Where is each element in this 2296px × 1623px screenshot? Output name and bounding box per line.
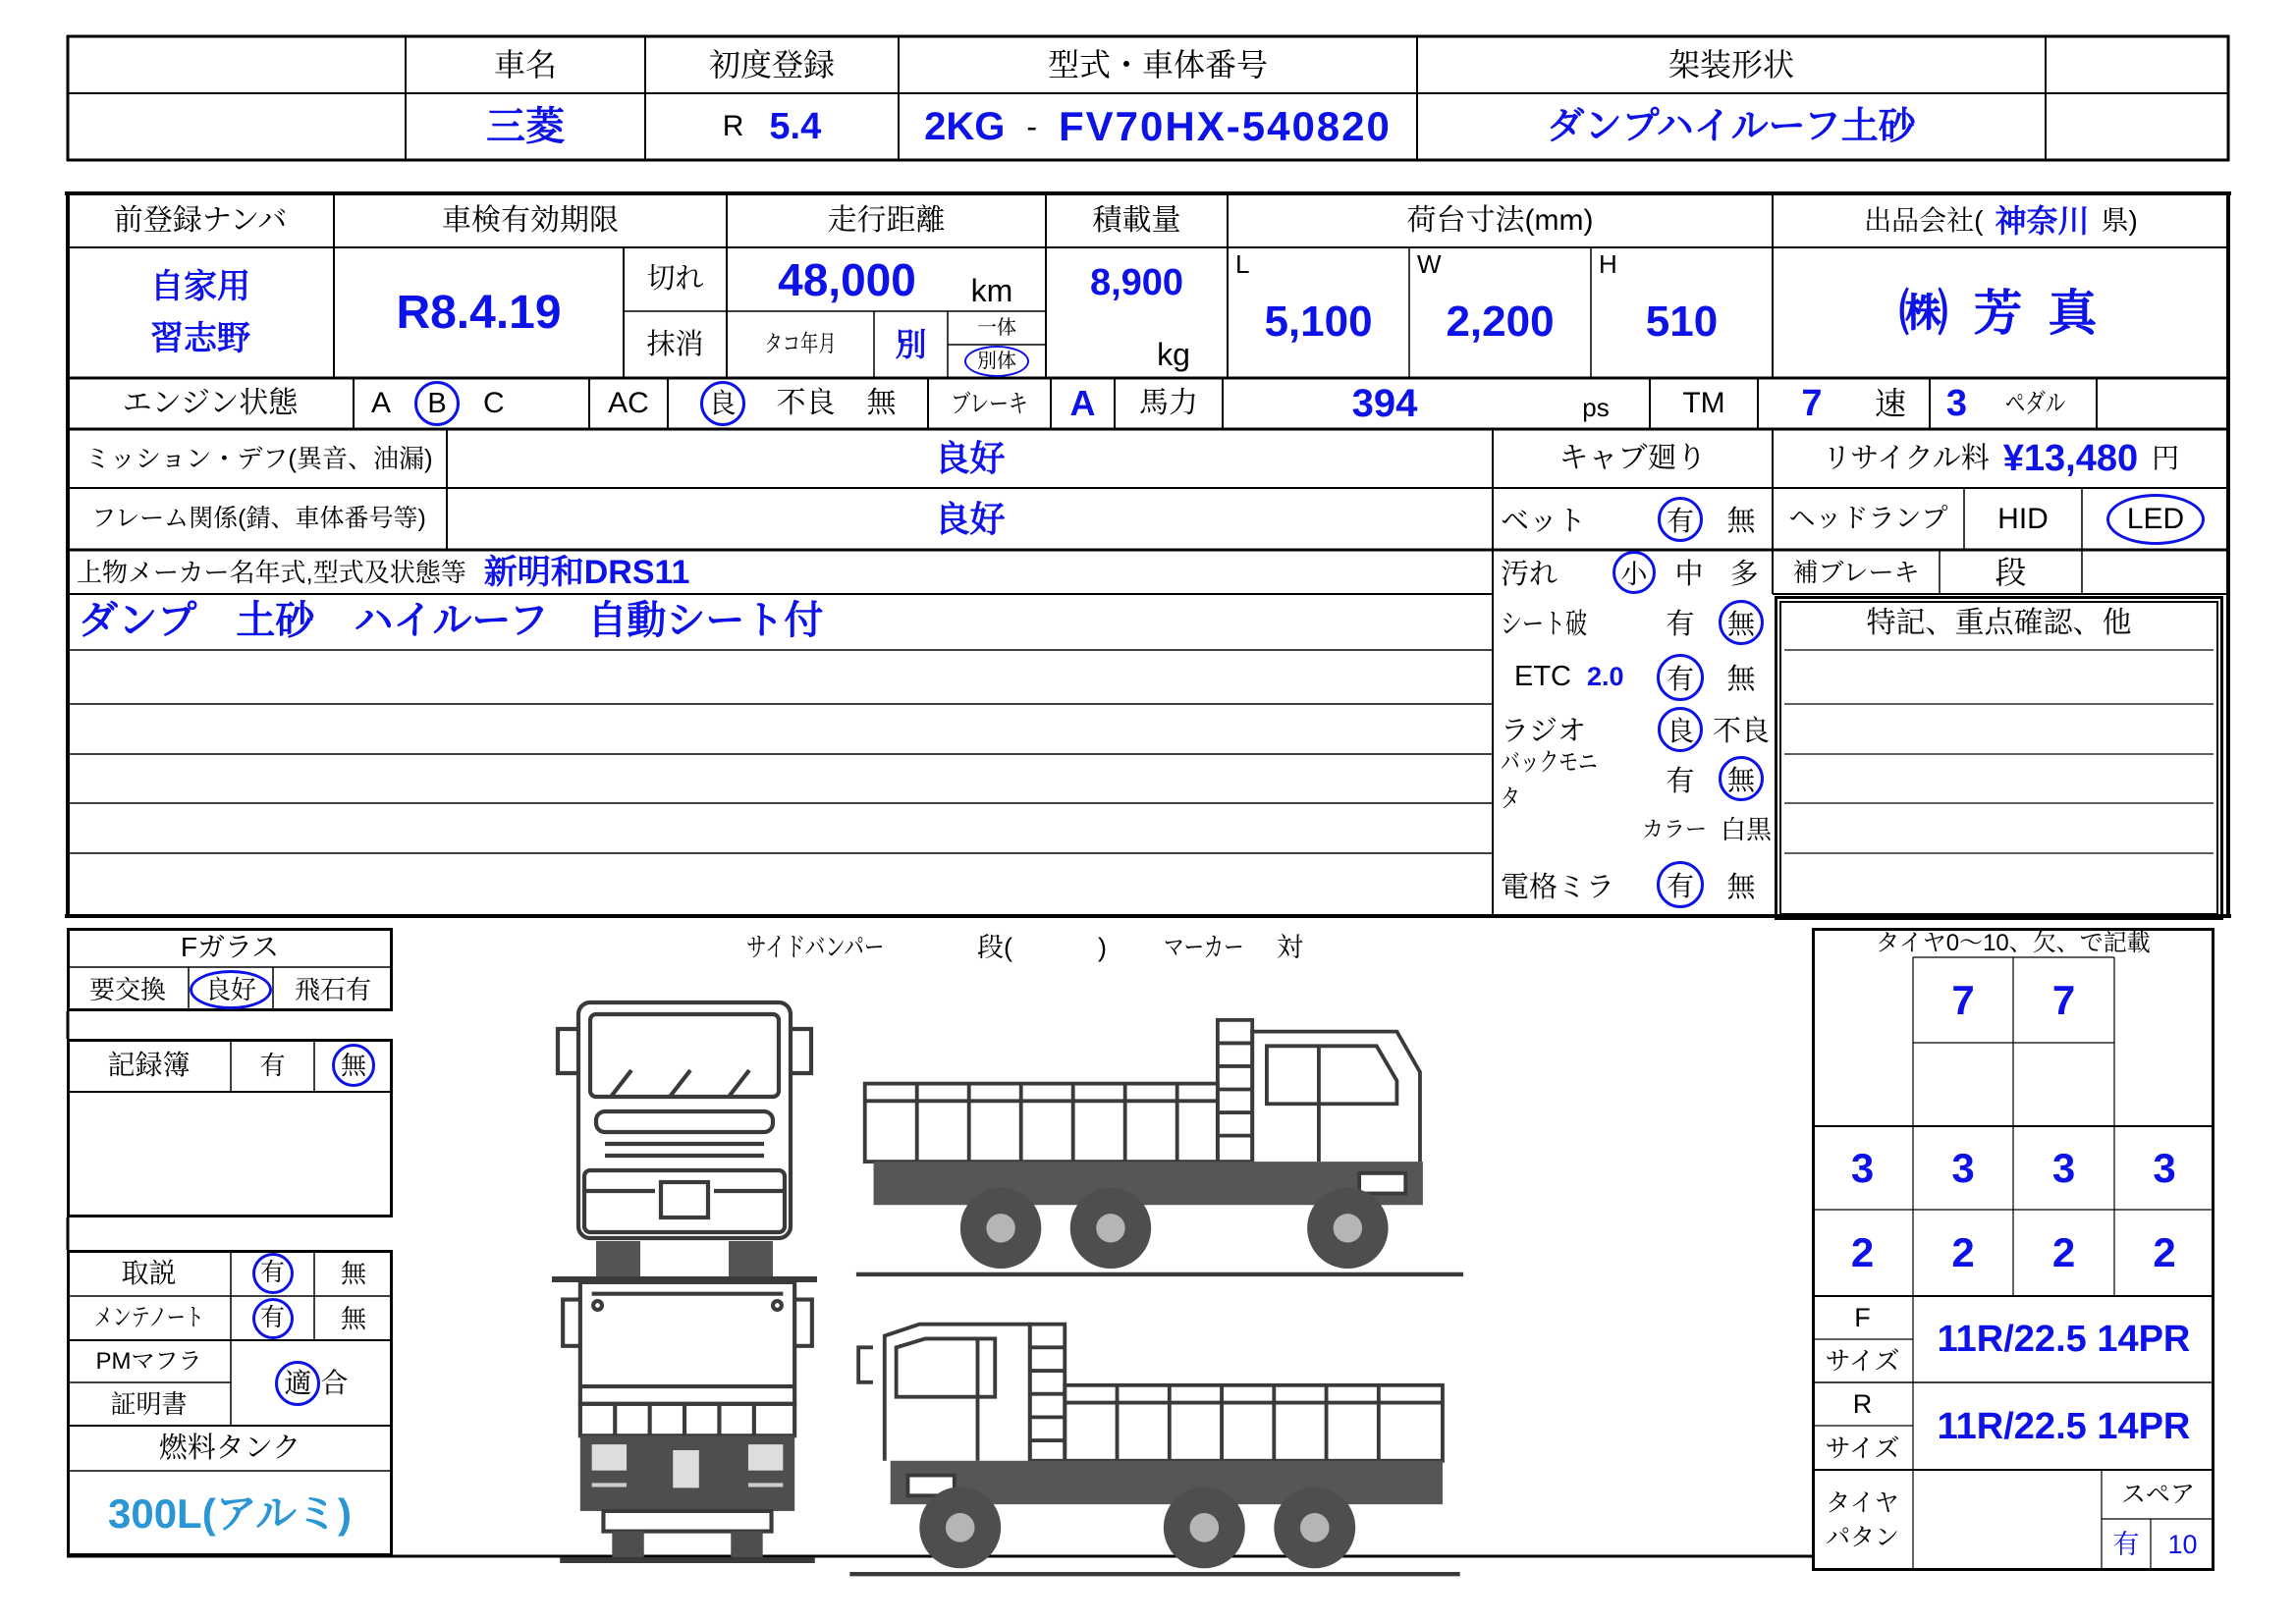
dirt-large: 多	[1729, 559, 1759, 590]
cab-item-etc	[1501, 650, 1772, 704]
maintenance-note-label-text: メンテノート	[93, 1304, 204, 1331]
record-book-no-circled: 無	[332, 1044, 375, 1087]
fuel-tank-header: 燃料タンク	[158, 1432, 301, 1464]
bed-width-value: 2,200	[1446, 297, 1555, 346]
radio-good-circled: 良	[1658, 707, 1703, 752]
front-glass-stone-chip: 飛石有	[294, 974, 371, 1004]
bed-height-value: 510	[1645, 297, 1719, 346]
seat-tear-no-circled: 無	[1719, 600, 1764, 645]
tire-mid-4: 3	[2153, 1144, 2176, 1191]
spare-tire-yes: 有	[2112, 1530, 2140, 1559]
ac-options	[668, 378, 928, 429]
pm-muffler-conform	[231, 1340, 393, 1426]
seller-label-post: 県)	[2101, 204, 2138, 236]
ac-bad: 不良	[776, 387, 836, 419]
dirt-medium: 中	[1674, 559, 1704, 590]
headlamp-hid-option: HID	[1997, 502, 2049, 535]
caption-marker	[1164, 935, 1291, 974]
manual-yes	[231, 1250, 314, 1296]
caption-pair: 対	[1277, 933, 1303, 962]
frame-value: 良好	[934, 498, 1006, 539]
first-registration-header: 初度登録	[708, 47, 835, 82]
seller-label-pre: 出品会社(	[1864, 204, 1984, 236]
etc-yes-circled: 有	[1657, 654, 1704, 701]
engine-grade-options	[354, 378, 589, 429]
ac-label: AC	[608, 387, 649, 419]
odometer-integrated-option: 一体	[977, 317, 1016, 339]
car-name-value: 三菱	[486, 105, 565, 148]
front-glass-good-circled: 良好	[190, 970, 272, 1009]
seat-tear-label: シート破	[1501, 609, 1588, 640]
brake-value: A	[1069, 383, 1096, 423]
upper-body-value: 新明和DRS11	[483, 553, 690, 591]
fuel-tank-value: 300L(アルミ)	[107, 1489, 353, 1537]
front-size-row-label: F	[1854, 1302, 1871, 1332]
maintenance-note-yes	[231, 1296, 314, 1340]
payload-header: 積載量	[1092, 203, 1181, 237]
payload-unit: kg	[1157, 337, 1190, 372]
prev-area: 習志野	[150, 319, 250, 357]
dash: -	[1026, 109, 1038, 144]
rear-tire-size-value: 11R/22.5 14PR	[1937, 1405, 2191, 1447]
manual-no: 無	[340, 1258, 366, 1288]
front-glass-header: Fガラス	[180, 932, 280, 962]
shaken-deleted-label: 抹消	[646, 328, 704, 360]
tire-pattern-label-line2: パタン	[1825, 1523, 1899, 1551]
mission-diff-label: ミッション・デフ(異音、油漏)	[84, 444, 433, 473]
radio-label: ラジオ	[1501, 716, 1587, 747]
record-book-no	[314, 1039, 393, 1092]
cab-area-header: キャブ廻り	[1558, 442, 1707, 474]
ac-none: 無	[866, 387, 897, 419]
bed-length-label: L	[1235, 249, 1250, 279]
rear-size-label: サイズ	[1825, 1433, 1900, 1463]
front-size-label: サイズ	[1825, 1346, 1900, 1376]
cab-item-camera-color	[1501, 803, 1772, 853]
caption-side-bumper	[746, 935, 972, 974]
payload-value: 8,900	[1089, 261, 1184, 303]
truck-side-view-right-diagram	[850, 997, 1469, 1286]
recycle-fee-label: リサイクル料	[1822, 442, 1990, 474]
spare-tire-label: スペア	[2120, 1480, 2195, 1508]
caption-step-open: 段(	[977, 933, 1012, 962]
body-shape-header: 架装形状	[1667, 47, 1794, 82]
bed-width-label: W	[1417, 249, 1442, 279]
pedal-label	[1976, 378, 2094, 429]
cab-item-back-monitor	[1501, 747, 1772, 813]
chassis-number: FV70HX-540820	[1059, 103, 1392, 149]
camera-color-label: カラー	[1641, 817, 1707, 841]
model-chassis-value	[899, 93, 1417, 160]
brake-label-text: ブレーキ	[951, 389, 1028, 418]
cab-item-dirt	[1501, 550, 1772, 594]
tire-pattern-label	[1812, 1470, 1913, 1571]
transmission-label: TM	[1682, 387, 1725, 419]
tire-grid-header: タイヤ0〜10、欠、で記載	[1876, 930, 2151, 956]
back-monitor-yes: 有	[1666, 765, 1695, 797]
mileage-value: 48,000	[778, 253, 916, 305]
bed-height-label: H	[1599, 249, 1617, 279]
engine-grade-c: C	[483, 387, 505, 419]
rear-size-row-label: R	[1852, 1388, 1873, 1419]
mission-diff-value: 良好	[934, 438, 1006, 478]
shaken-expired-label: 切れ	[646, 263, 704, 295]
power-mirror-yes-circled: 有	[1657, 861, 1704, 908]
upper-body-row	[77, 550, 1481, 594]
aux-brake-label: 補ブレーキ	[1792, 557, 1920, 587]
caption-step-close: )	[1098, 933, 1107, 962]
maintenance-note-no: 無	[340, 1303, 366, 1333]
mileage-header: 走行距離	[827, 203, 946, 237]
first-registration-value	[645, 93, 899, 160]
engine-grade-b-circled: B	[414, 381, 460, 426]
tire-rear-1: 2	[1850, 1229, 1875, 1275]
mileage-unit: km	[970, 272, 1013, 308]
prev-registration-value	[67, 247, 334, 378]
caption-side-bumper-text: サイドバンパー	[746, 933, 885, 962]
first-registration-date: 5.4	[769, 106, 822, 147]
certificate-label: 証明書	[110, 1389, 188, 1419]
tire-rear-4: 2	[2153, 1229, 2176, 1275]
radio-bad: 不良	[1712, 716, 1770, 747]
tire-mid-2: 3	[1951, 1144, 1975, 1191]
spare-tire-value: 10	[2167, 1530, 2198, 1559]
caption-marker-text: マーカー	[1164, 933, 1244, 962]
cab-item-bed	[1501, 488, 1772, 550]
ac-good-circled: 良	[700, 381, 745, 426]
manual-label: 取説	[121, 1257, 177, 1288]
etc-no: 無	[1726, 664, 1756, 695]
aux-brake-value: 段	[1995, 554, 2027, 590]
camera-color-value: 白黒	[1720, 815, 1772, 844]
bed-dimensions-header: 荷台寸法(mm)	[1406, 203, 1594, 237]
tire-pattern-label-line1: タイヤ	[1826, 1488, 1899, 1517]
truck-side-view-left-diagram	[841, 1301, 1469, 1586]
tire-front-left: 7	[1951, 976, 1975, 1023]
era-letter: R	[722, 110, 744, 142]
recycle-fee-value: ¥13,480	[2002, 438, 2139, 479]
upper-body-label: 上物メーカー名年式,型式及状態等	[77, 557, 466, 587]
front-tire-size-value: 11R/22.5 14PR	[1937, 1319, 2191, 1360]
record-book-yes: 有	[259, 1051, 286, 1080]
bed-yes-circled: 有	[1658, 497, 1703, 542]
model-chassis-header: 型式・車体番号	[1047, 47, 1268, 82]
etc-label: ETC	[1514, 661, 1571, 692]
bed-no: 無	[1726, 506, 1756, 537]
engine-state-label: エンジン状態	[122, 387, 299, 419]
truck-rear-view-diagram	[552, 1276, 823, 1566]
speeds-unit: 速	[1874, 386, 1906, 421]
cab-item-power-mirror	[1501, 853, 1772, 916]
tire-mid-3: 3	[2051, 1144, 2076, 1191]
maintenance-note-yes-circled: 有	[252, 1298, 294, 1339]
record-book-label: 記録簿	[107, 1050, 191, 1080]
headlamp-label: ヘッドランプ	[1788, 504, 1948, 533]
tacho-label	[727, 311, 874, 378]
horsepower-value: 394	[1351, 382, 1418, 425]
seller-prefecture: 神奈川	[1995, 202, 2090, 239]
recycle-fee-unit: 円	[2152, 443, 2180, 473]
prev-usage: 自家用	[150, 267, 250, 305]
power-mirror-no: 無	[1726, 871, 1756, 903]
horsepower-label: 馬力	[1139, 387, 1198, 419]
bed-label: ベット	[1501, 506, 1587, 537]
dirt-label: 汚れ	[1501, 559, 1558, 590]
dirt-small-circled: 小	[1613, 551, 1656, 594]
truck-front-view-diagram	[546, 994, 823, 1288]
front-glass-good	[189, 967, 273, 1011]
tacho-label-text: タコ年月	[764, 331, 837, 357]
shaken-header: 車検有効期限	[442, 203, 619, 237]
recycle-fee	[1773, 429, 2229, 488]
headlamp-led-circled: LED	[2106, 494, 2205, 545]
front-glass-replace-label: 要交換	[88, 974, 166, 1004]
tacho-value: 別	[895, 327, 927, 362]
car-name-header: 車名	[493, 47, 557, 82]
etc-version: 2.0	[1587, 662, 1624, 691]
headlamp-led-option	[2082, 488, 2229, 550]
odometer-separate-circled: 別体	[964, 346, 1029, 377]
tire-rear-2: 2	[1951, 1229, 1975, 1275]
conform-first-char-circled: 適	[275, 1361, 320, 1406]
frame-label: フレーム関係(錆、車体番号等)	[91, 505, 426, 532]
maintenance-note-label	[67, 1296, 231, 1340]
seller-header	[1773, 193, 2229, 247]
odometer-separate-option	[948, 345, 1046, 378]
horsepower-unit: ps	[1582, 393, 1610, 422]
power-mirror-label: 電格ミラ	[1501, 871, 1615, 903]
pedal-label-text: ペダル	[2004, 388, 2065, 418]
back-monitor-label: バックモニタ	[1501, 747, 1598, 813]
pm-muffler-label: PMマフラ	[95, 1347, 202, 1375]
seller-name: ㈱ 芳 真	[1898, 285, 2104, 341]
brake-label	[928, 378, 1051, 429]
manual-yes-circled: 有	[252, 1253, 294, 1294]
shaken-value: R8.4.19	[396, 286, 562, 339]
body-shape-value: ダンプハイルーフ土砂	[1547, 106, 1916, 147]
cab-item-seat-tear	[1501, 594, 1772, 650]
model-code: 2KG	[924, 105, 1006, 148]
special-notes-header: 特記、重点確認、他	[1866, 607, 2132, 639]
prev-registration-header: 前登録ナンバ	[113, 203, 288, 237]
conform-second-char: 合	[320, 1367, 349, 1398]
seat-tear-yes: 有	[1666, 609, 1695, 640]
tire-rear-3: 2	[2051, 1229, 2076, 1275]
bed-length-value: 5,100	[1264, 297, 1373, 346]
back-monitor-no-circled: 無	[1719, 756, 1764, 801]
engine-grade-a: A	[371, 387, 392, 419]
pedal-count-value: 3	[1945, 383, 1968, 424]
transmission-speeds-value: 7	[1801, 383, 1823, 424]
tire-front-right: 7	[2051, 976, 2076, 1023]
tire-mid-1: 3	[1850, 1144, 1875, 1191]
equipment-note: ダンプ 土砂 ハイルーフ 自動シート付	[79, 599, 824, 642]
